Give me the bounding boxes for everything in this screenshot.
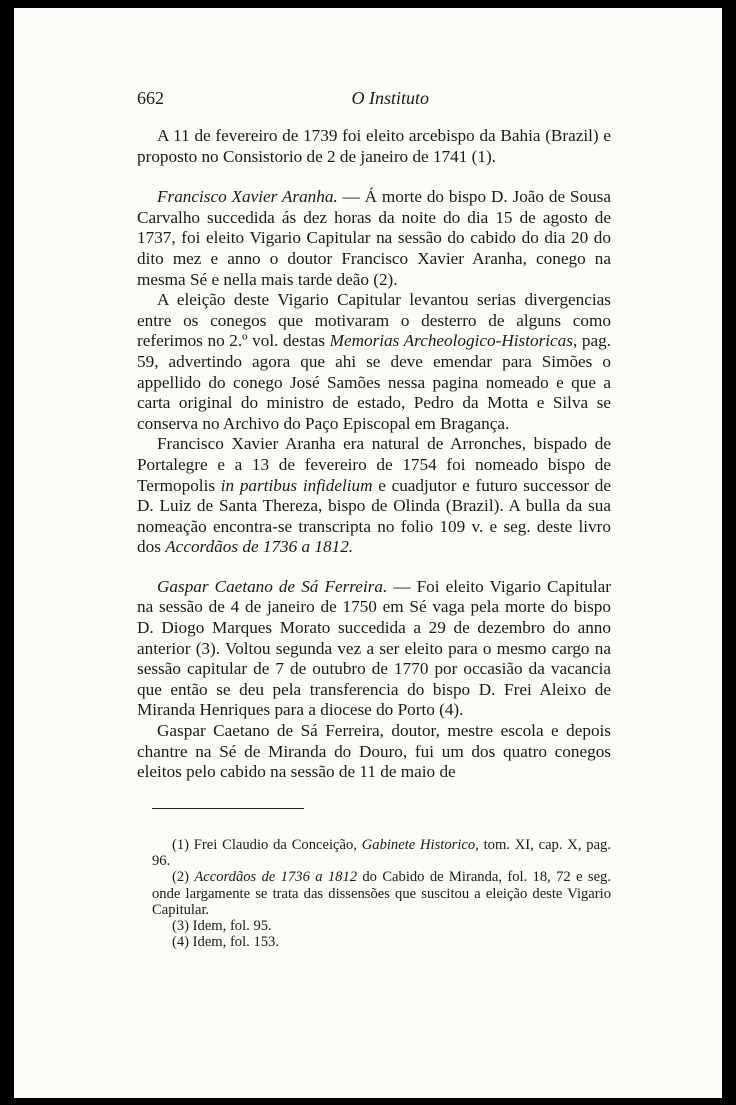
paragraph-1: A 11 de fevereiro de 1739 foi eleito arcebispo da Bahia (Brazil) e proposto no Consistorio de 2 de janeiro de 1741 (1). bbox=[137, 126, 611, 166]
footnotes bbox=[152, 837, 611, 950]
footnote-1-a: (1) Frei Claudio da Conceição, bbox=[172, 837, 362, 853]
paragraph-4-text-a: Francisco Xavier Aranha era natural de Arronches, bispado de Portalegre e a 13 de fevereiro de 1754 foi nomeado bispo de Termopolis bbox=[137, 434, 611, 495]
page-number: 662 bbox=[137, 88, 164, 108]
main-text bbox=[137, 126, 611, 783]
footnote-separator bbox=[152, 808, 304, 809]
paragraph-4 bbox=[137, 434, 611, 558]
paragraph-3-text-c: pag. 59, advertindo agora que ahi se deve emendar para Simões o appellido do conego José Samões nessa pagina nomeado e que a carta original do ministro de estado, Pedro da Motta e Silva se conserva no Archivo do Paço Episcopal em Bragança. bbox=[137, 331, 611, 433]
footnote-2-c: do Cabido de Miranda, fol. 18, 72 e seg. onde largamente se trata das dissensões que suscitou a eleição deste Vigario Capitular. bbox=[152, 869, 611, 918]
entry-name-aranha: Francisco Xavier Aranha. bbox=[157, 187, 338, 207]
running-header bbox=[137, 88, 429, 112]
paragraph-3-text-a: A eleição deste Vigario Capitular levantou serias divergencias entre os conegos que motivaram o desterro de alguns como referimos no 2.º vol. destas bbox=[137, 290, 611, 351]
paragraph-3 bbox=[137, 290, 611, 434]
accordaos-title: Accordãos de 1736 a 1812. bbox=[165, 537, 354, 557]
journal-title: O Instituto bbox=[351, 88, 429, 108]
paragraph-4-text-c: e cuadjutor e futuro successor de D. Luiz de Santa Thereza, bispo de Olinda (Brazil). A bulla da sua nomeação encontra-se transcripta no folio 109 v. e seg. deste livro dos bbox=[137, 475, 611, 557]
paragraph-5 bbox=[137, 577, 611, 721]
footnote-2 bbox=[152, 869, 611, 918]
paragraph-6: Gaspar Caetano de Sá Ferreira, doutor, mestre escola e depois chantre na Sé de Miranda do Douro, fui um dos quatro conegos eleitos pelo cabido na sessão de 11 de maio de bbox=[137, 721, 611, 782]
footnote-4: (4) Idem, fol. 153. bbox=[172, 934, 279, 951]
footnote-2-a: (2) bbox=[172, 869, 195, 886]
footnote-1-c: tom. XI, cap. X, pag. 96. bbox=[152, 837, 611, 870]
memorias-title: Memorias Archeologico-Historicas, bbox=[329, 331, 578, 351]
paragraph-2 bbox=[137, 187, 611, 290]
footnote-1-title: Gabinete Historico, bbox=[361, 837, 479, 853]
footnote-1 bbox=[152, 837, 611, 869]
entry-name-ferreira: Gaspar Caetano de Sá Ferreira. bbox=[157, 576, 388, 596]
paragraph-2-text: — Á morte do bispo D. João de Sousa Carvalho succedida ás dez horas da noite do dia 15 de agosto de 1737, foi eleito Vigario Capitular na sessão do cabido do dia 20 do dito mez e anno o doutor Francisco Xavier Aranha, conego na mesma Sé e nella mais tarde deão (2). bbox=[137, 187, 611, 289]
footnote-2-title: Accordãos de 1736 a 1812 bbox=[194, 869, 358, 886]
paragraph-5-text: — Foi eleito Vigario Capitular na sessão de 4 de janeiro de 1750 em Sé vaga pela morte do bispo D. Diogo Marques Morato succedida a 29 de dezembro do anno anterior (3). Voltou segunda vez a ser eleito para o mesmo cargo na sessão capitular de 7 de outubro de 1770 por occasião da vacancia que então se deu pela transferencia do bispo D. Frei Aleixo de Miranda Henriques para a diocese do Porto (4). bbox=[137, 576, 611, 720]
latin-phrase: in partibus infidelium bbox=[220, 475, 373, 495]
footnote-3: (3) Idem, fol. 95. bbox=[172, 918, 272, 935]
